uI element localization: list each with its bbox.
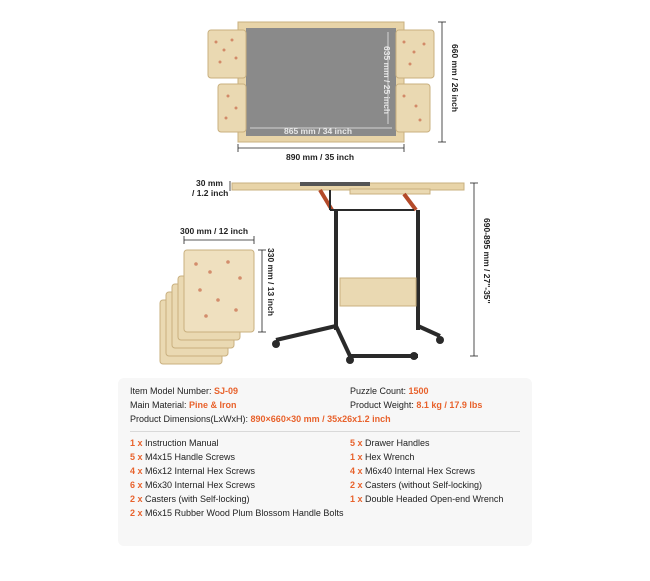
model-value: SJ-09: [214, 386, 239, 396]
list-item: 2 x M6x15 Rubber Wood Plum Blossom Handle Bolts: [130, 508, 344, 518]
list-item: 5 x Drawer Handles: [350, 438, 430, 448]
pull-out-drawer: [350, 189, 430, 194]
spec-grid: [130, 386, 520, 424]
material-row: Main Material: Pine & Iron: [130, 400, 237, 410]
list-item: 6 x M6x30 Internal Hex Screws: [130, 480, 256, 490]
total-height-label: 660 mm / 26 inch: [450, 44, 460, 113]
count-row: Puzzle Count: 1500: [350, 386, 429, 396]
list-item: 4 x M6x40 Internal Hex Screws: [350, 466, 476, 476]
drawer-top-left: [208, 30, 246, 78]
list-item: 2 x Casters (without Self-locking): [350, 480, 483, 490]
thickness-in-label: / 1.2 inch: [192, 188, 229, 198]
drawer-width-label: 300 mm / 12 inch: [180, 226, 249, 236]
drawer-top-right: [396, 30, 434, 78]
list-item: 5 x M4x15 Handle Screws: [130, 452, 236, 462]
divider: [130, 431, 520, 432]
list-item: 1 x Hex Wrench: [350, 452, 415, 462]
dims-value: 890×660×30 mm / 35x26x1.2 inch: [250, 414, 391, 424]
weight-row: Product Weight: 8.1 kg / 17.9 lbs: [350, 400, 483, 410]
list-item: 2 x Casters (with Self-locking): [130, 494, 250, 504]
count-value: 1500: [408, 386, 429, 396]
list-item: 4 x M6x12 Internal Hex Screws: [130, 466, 256, 476]
support-panel: [340, 278, 416, 306]
drawer-bottom-left: [218, 84, 246, 132]
parts-list: [130, 438, 520, 518]
tabletop-felt: [300, 182, 370, 186]
drawer-front: [184, 250, 254, 332]
list-item: 1 x Double Headed Open-end Wrench: [350, 494, 504, 504]
model-row: Item Model Number: SJ-09: [130, 386, 239, 396]
board-height-label: 635 mm / 25 inch: [382, 46, 392, 115]
total-width-label: 890 mm / 35 inch: [286, 152, 355, 162]
thickness-mm-label: 30 mm: [196, 178, 223, 188]
weight-value: 8.1 kg / 17.9 lbs: [416, 400, 483, 410]
board-width-label: 865 mm / 34 inch: [284, 126, 353, 136]
table-height-label: 690-895 mm / 27''-35'': [482, 218, 492, 304]
list-item: 1 x Instruction Manual: [130, 438, 219, 448]
felt-surface: [246, 28, 396, 136]
dims-row: Product Dimensions(LxWxH): 890×660×30 mm / 35x26x1.2 inch: [130, 414, 391, 424]
spec-card: [118, 378, 532, 546]
drawer-height-label: 330 mm / 13 inch: [266, 248, 276, 317]
drawer-bottom-right: [396, 84, 430, 132]
material-value: Pine & Iron: [189, 400, 237, 410]
stacked-drawers: [160, 236, 266, 364]
